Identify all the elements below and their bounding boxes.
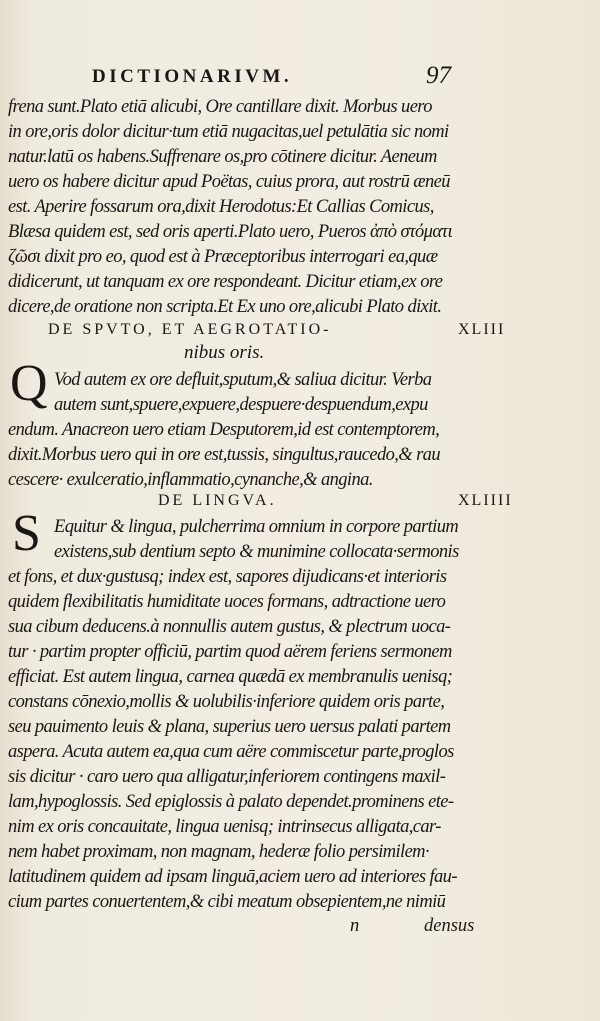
text-line: sis dicitur · caro uero qua alligatur,inferiorem contingens maxil- [8,767,446,787]
text-line: nem habet proximam, non magnam, hederæ folio persimilem· [8,842,429,862]
text-line: lam,hypoglossis. Sed epiglossis à palato dependet.prominens ete- [8,792,454,812]
text-line: constans cōnexio,mollis & uolubilis·inferiore quidem oris parte, [8,692,445,712]
text-line: cium partes conuertentem,& cibi meatum obsepientem,ne nimiū [8,892,446,912]
text-line: nim ex oris concauitate, lingua uenisq; intrinsecus alligata,car- [8,817,441,837]
text-line: efficiat. Est autem lingua, carnea quædā ex membranulis uenisq; [8,667,453,687]
text-line: Equitur & lingua, pulcherrima omnium in corpore partium [54,517,459,537]
text-line: dixit.Morbus uero qui in ore est,tussis, singultus,raucedo,& rau [8,445,440,465]
page-number: 97 [426,62,451,89]
drop-cap-initial: Q [10,355,48,412]
text-line: in ore,oris dolor dicitur·tum etiā nugacitas,uel petulātia sic nomi [8,122,449,142]
text-line: Blæsa quidem est, sed oris aperti.Plato uero, Pueros ἀπὸ στόματι [8,222,452,242]
text-line: sua cibum deducens.à nonnullis autem gustus, & plectrum uoca- [8,617,451,637]
text-line: ζῶσι dixit pro eo, quod est à Præceptoribus interrogari ea,quæ [8,247,438,267]
text-line: natur.latū os habens.Suffrenare os,pro cōtinere dicitur. Aeneum [8,147,437,167]
text-line: existens,sub dentium septo & munimine collocata·sermonis [54,542,459,562]
text-line: autem sunt,spuere,expuere,despuere·despuendum,expu [54,395,428,415]
text-line: est. Aperire fossarum ora,dixit Herodotus:Et Callias Comicus, [8,197,434,217]
catchword: densus [424,916,475,936]
page-header [0,62,600,92]
text-line: latitudinem quidem ad ipsam linguā,aciem uero ad interiores fau- [8,867,457,887]
text-line: dicere,de oratione non scripta.Et Ex uno ore,alicubi Plato dixit. [8,297,442,317]
text-line: et fons, et dux·gustusq; index est, sapores dijudicans·et interioris [8,567,447,587]
text-line: frena sunt.Plato etiā alicubi, Ore cantillare dixit. Morbus uero [8,97,432,117]
section-subheading: nibus oris. [184,342,265,363]
text-line: tur · partim propter officiū, partim quod aërem feriens sermonem [8,642,452,662]
text-line: aspera. Acuta autem ea,qua cum aëre commiscetur parte,proglos [8,742,454,762]
text-line: endum. Anacreon uero etiam Desputorem,id est contemptorem, [8,420,440,440]
text-line: uero os habere dicitur apud Poëtas, cuius prora, aut rostrū æneū [8,172,450,192]
section-heading: DE SPVTO, ET AEGROTATIO- [48,321,332,338]
signature-mark: n [350,916,360,936]
text-line: cescere· exulceratio,inflammatio,cynanche,& angina. [8,470,373,490]
text-line: quidem flexibilitatis humiditate uoces formans, adtractione uero [8,592,446,612]
chapter-number: XLIII [458,321,506,338]
text-line: didicerunt, ut tanquam ex ore respondeant. Dicitur etiam,ex ore [8,272,443,292]
chapter-number: XLIIII [458,492,513,509]
running-title: DICTIONARIVM. [92,66,293,87]
section-heading: DE LINGVA. [158,492,277,509]
text-line: seu pauimento leuis & plana, superius uero uersus palati partem [8,717,451,737]
drop-cap-initial: S [12,505,41,562]
text-line: Vod autem ex ore defluit,sputum,& saliua dicitur. Verba [54,370,432,390]
